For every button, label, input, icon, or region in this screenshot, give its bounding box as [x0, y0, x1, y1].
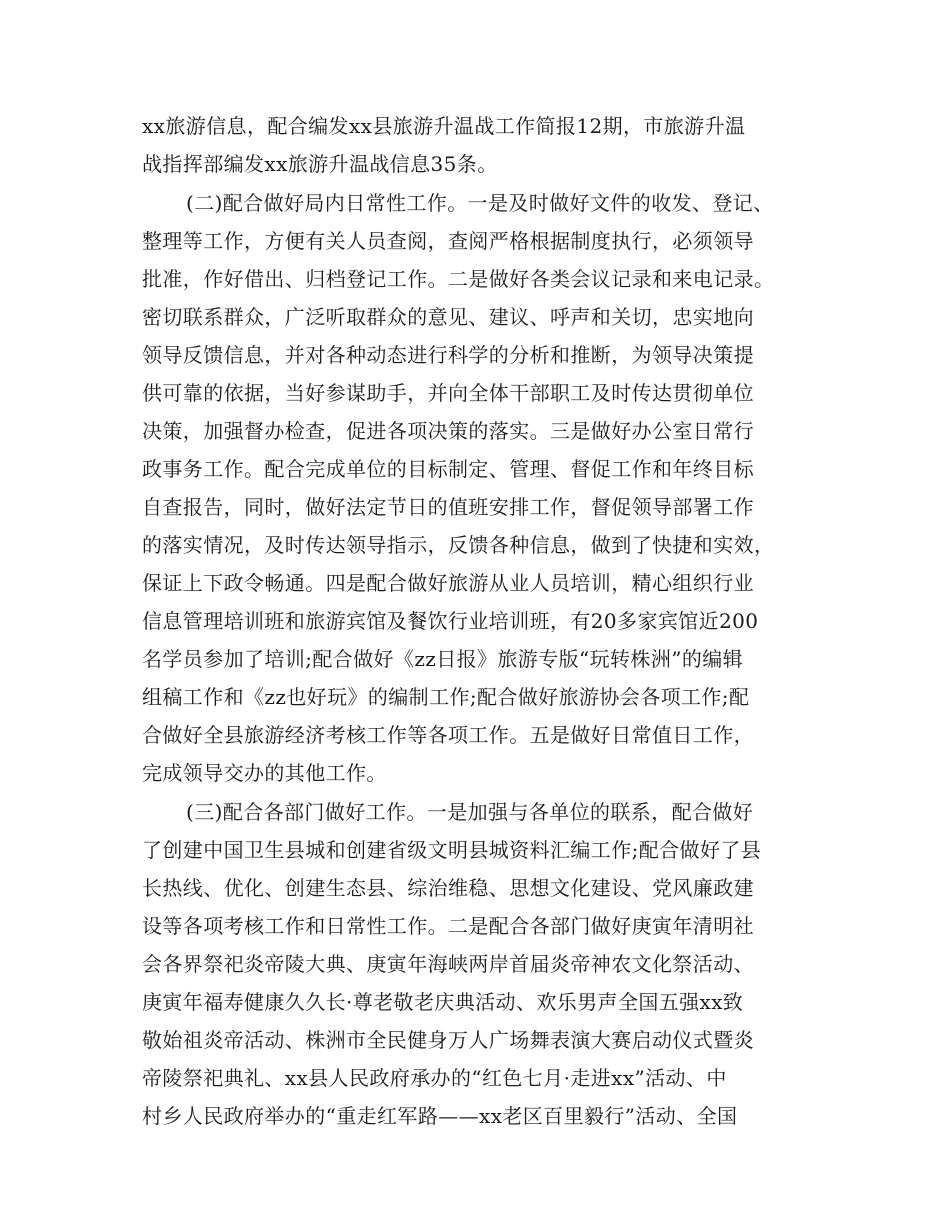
text-line: 批准，作好借出、归档登记工作。二是做好各类会议记录和来电记录。 [142, 267, 775, 291]
text-line: 密切联系群众，广泛听取群众的意见、建议、呼声和关切，忠实地向 [142, 305, 754, 329]
text-line: 了创建中国卫生县城和创建省级文明县城资料汇编工作;配合做好了县 [142, 838, 762, 862]
text-line: 整理等工作，方便有关人员查阅，查阅严格根据制度执行，必须领导 [142, 229, 754, 253]
text-line: 的落实情况，及时传达领导指示，反馈各种信息，做到了快捷和实效， [142, 533, 775, 557]
text-line: 长热线、优化、创建生态县、综治维稳、思想文化建设、党风廉政建 [142, 876, 754, 900]
text-line: 会各界祭祀炎帝陵大典、庚寅年海峡两岸首届炎帝神农文化祭活动、 [142, 952, 754, 976]
paragraph-heading-2: (二)配合做好局内日常性工作。一是及时做好文件的收发、登记、 [186, 191, 774, 215]
text-line: 战指挥部编发xx旅游升温战信息35条。 [142, 152, 498, 176]
paragraph-heading-3: (三)配合各部门做好工作。一是加强与各单位的联系，配合做好 [186, 800, 754, 824]
text-line: 村乡人民政府举办的“重走红军路——xx老区百里毅行”活动、全国 [142, 1104, 738, 1128]
text-line: 供可靠的依据，当好参谋助手，并向全体干部职工及时传达贯彻单位 [142, 381, 754, 405]
text-line: 敬始祖炎帝活动、株洲市全民健身万人广场舞表演大赛启动仪式暨炎 [142, 1028, 754, 1052]
text-line: 名学员参加了培训;配合做好《zz日报》旅游专版“玩转株洲”的编辑 [142, 647, 744, 671]
text-line: 政事务工作。配合完成单位的目标制定、管理、督促工作和年终目标 [142, 457, 754, 481]
text-line: 完成领导交办的其他工作。 [142, 761, 387, 785]
text-line: 庚寅年福寿健康久久长·尊老敬老庆典活动、欢乐男声全国五强xx致 [142, 990, 744, 1014]
text-line: 信息管理培训班和旅游宾馆及餐饮行业培训班，有20多家宾馆近200 [142, 609, 759, 633]
text-line: 保证上下政令畅通。四是配合做好旅游从业人员培训，精心组织行业 [142, 571, 754, 595]
text-line: 帝陵祭祀典礼、xx县人民政府承办的“红色七月·走进xx”活动、中 [142, 1066, 727, 1090]
text-line: xx旅游信息，配合编发xx县旅游升温战工作简报12期，市旅游升温 [142, 114, 746, 138]
text-line: 组稿工作和《zz也好玩》的编制工作;配合做好旅游协会各项工作;配 [142, 685, 750, 709]
text-line: 自查报告，同时，做好法定节日的值班安排工作，督促领导部署工作 [142, 495, 754, 519]
text-line: 决策，加强督办检查，促进各项决策的落实。三是做好办公室日常行 [142, 419, 754, 443]
text-line: 设等各项考核工作和日常性工作。二是配合各部门做好庚寅年清明社 [142, 914, 754, 938]
text-line: 合做好全县旅游经济考核工作等各项工作。五是做好日常值日工作， [142, 723, 754, 747]
text-line: 领导反馈信息，并对各种动态进行科学的分析和推断，为领导决策提 [142, 343, 754, 367]
